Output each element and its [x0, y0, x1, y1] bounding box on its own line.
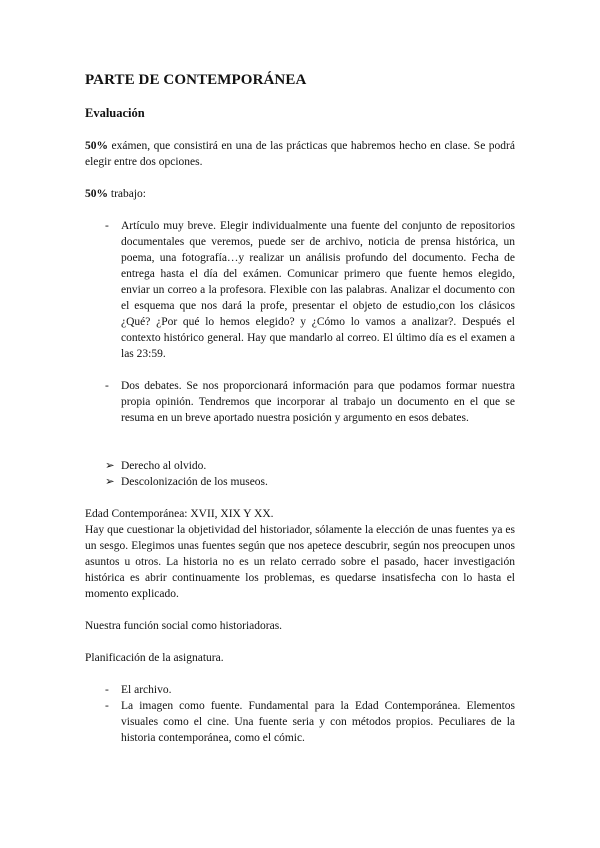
exam-percentage: 50%: [85, 140, 108, 152]
work-percentage: 50%: [85, 188, 108, 200]
section-heading: Evaluación: [85, 106, 145, 120]
list-item: [85, 218, 515, 362]
article-item-text: Artículo muy breve. Elegir individualmente una fuente del conjunto de repositorios documentales que veremos, puede ser de archivo, noticia de prensa histórica, un poema, una fotografía…y realizar un análisis profundo del documento. Fecha de entrega hasta el día del exámen. Comunicar primero que fuente hemos elegido, enviar un correo a la profesora. Flexible con las palabras. Analizar el documento con el esquema que nos dará la profe, presentar el objeto de estudio,con los clásicos ¿Qué? ¿Por qué lo hemos elegido? y ¿Cómo lo vamos a analizar?. Después el contexto histórico general. Hay que mandarlo al correo. El último día es el examen a las 23:59.: [121, 220, 515, 360]
page-title: PARTE DE CONTEMPORÁNEA: [85, 72, 307, 88]
list-item: [85, 474, 515, 490]
list-item: [85, 378, 515, 442]
dash-bullet: -: [105, 700, 109, 712]
arrow-bullet-icon: ➢: [105, 460, 115, 472]
exam-description: exámen, que consistirá en una de las prácticas que habremos hecho en clase. Se podrá elegir entre dos opciones.: [85, 140, 515, 168]
planning-heading: Planificación de la asignatura.: [85, 652, 224, 664]
historian-paragraph: Hay que cuestionar la objetividad del historiador, sólamente la elección de unas fuentes ya es un sesgo. Elegimos unas fuentes según que nos apetece descubrir, según nos preocupen unos asuntos u otros. La historia no es un relato cerrado sobre el pasado, hacer investigación histórica es abrir continuamente los problemas, es quedarse insatisfecha con lo hasta el momento explicado.: [85, 524, 515, 600]
debate-topic-text: Descolonización de los museos.: [121, 476, 268, 488]
debates-item-text: Dos debates. Se nos proporcionará información para que podamos formar nuestra propia opinión. Tendremos que incorporar al trabajo un documento en el que se resuma en un breve aportado nuestra posición y argumento en esos debates.: [121, 380, 515, 424]
list-item: [85, 458, 515, 474]
planning-item-text: El archivo.: [121, 684, 172, 696]
list-item: [85, 698, 515, 746]
social-function-line: Nuestra función social como historiadoras.: [85, 620, 283, 632]
arrow-bullet-icon: ➢: [105, 476, 115, 488]
work-line: [85, 186, 146, 202]
debate-topic-text: Derecho al olvido.: [121, 460, 207, 472]
dash-bullet: -: [105, 684, 109, 696]
dash-bullet: -: [105, 220, 109, 232]
exam-paragraph: [85, 138, 515, 170]
dash-bullet: -: [105, 380, 109, 392]
list-item: [85, 682, 515, 698]
planning-item-text: La imagen como fuente. Fundamental para la Edad Contemporánea. Elementos visuales como el cine. Una fuente seria y con métodos propios. Peculiares de la historia contemporánea, como el cómic.: [121, 700, 515, 744]
edad-heading: Edad Contemporánea: XVII, XIX Y XX.: [85, 508, 274, 520]
work-label: trabajo:: [108, 188, 146, 200]
